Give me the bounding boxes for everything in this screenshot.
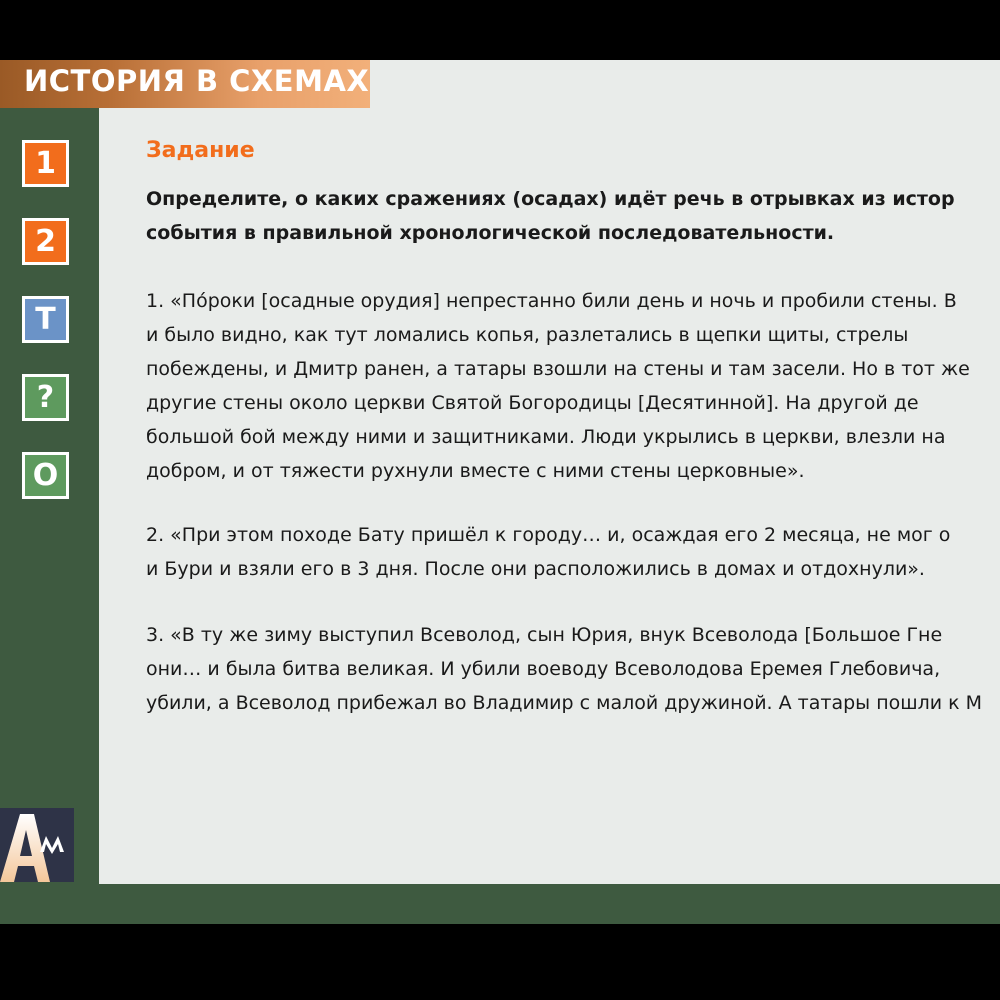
nav-button-test-label: Т (35, 302, 56, 337)
passage-line: 1. «По́роки [осадные орудия] непрестанно били день и ночь и пробили стены. В (146, 290, 957, 312)
nav-button-test[interactable] (22, 296, 69, 343)
task-text (146, 182, 1000, 250)
passage-line: и Бури и взяли его в 3 дня. После они расположились в домах и отдохнули». (146, 558, 925, 580)
passage-line: другие стены около церкви Святой Богородицы [Десятинной]. На другой де (146, 392, 919, 414)
task-title: Задание (146, 138, 255, 163)
am-logo (0, 808, 74, 882)
passage-line: 3. «В ту же зиму выступил Всеволод, сын Юрия, внук Всеволода [Большое Гне (146, 624, 943, 646)
nav-button-question[interactable] (22, 374, 69, 421)
nav-button-1-label: 1 (35, 146, 56, 181)
nav-button-1[interactable] (22, 140, 69, 187)
passage-line: побеждены, и Дмитр ранен, а татары взошли на стены и там засели. Но в тот же (146, 358, 970, 380)
passage-line: 2. «При этом походе Бату пришёл к городу… и, осаждая его 2 месяца, не мог о (146, 524, 951, 546)
header-banner (0, 60, 370, 108)
task-line: Определите, о каких сражениях (осадах) идёт речь в отрывках из истор (146, 188, 955, 210)
nav-button-answer-label: О (32, 458, 59, 493)
passage-line: добром, и от тяжести рухнули вместе с ними стены церковные». (146, 460, 805, 482)
passage-line: убили, а Всеволод прибежал во Владимир с малой дружиной. А татары пошли к М (146, 692, 983, 714)
passage-line: и было видно, как тут ломались копья, разлетались в щепки щиты, стрелы (146, 324, 909, 346)
nav-button-answer[interactable] (22, 452, 69, 499)
content-panel (99, 60, 1000, 884)
passage-line: большой бой между ними и защитниками. Люди укрылись в церкви, влезли на (146, 426, 946, 448)
am-logo-icon (0, 808, 74, 882)
passage-2 (146, 518, 1000, 586)
header-title: ИСТОРИЯ В СХЕМАХ (24, 64, 370, 98)
task-line: события в правильной хронологической последовательности. (146, 222, 835, 244)
passage-3 (146, 618, 1000, 720)
app-frame (0, 60, 1000, 924)
nav-button-2[interactable] (22, 218, 69, 265)
nav-button-2-label: 2 (35, 224, 56, 259)
passage-1 (146, 284, 1000, 488)
nav-button-question-label: ? (36, 380, 55, 415)
passage-line: они… и была битва великая. И убили воеводу Всеволодова Еремея Глебовича, (146, 658, 941, 680)
